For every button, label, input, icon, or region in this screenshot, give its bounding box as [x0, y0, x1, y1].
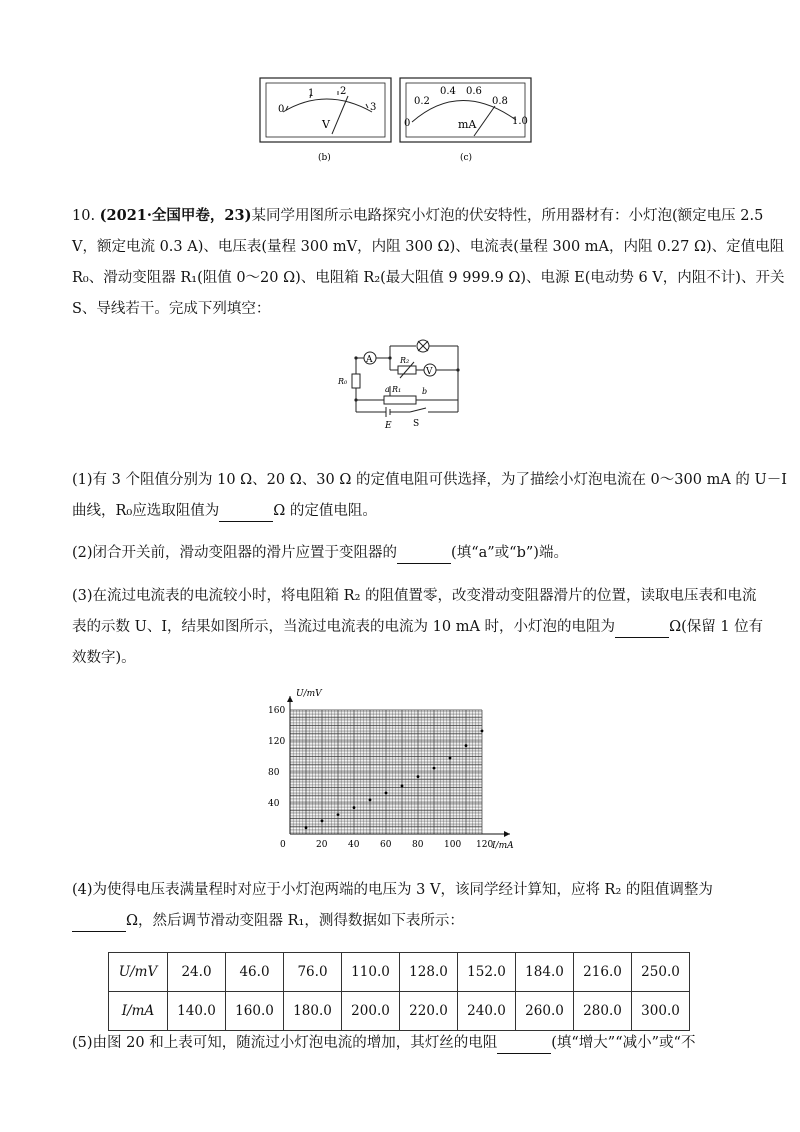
chart-points	[305, 730, 484, 830]
data-point	[353, 806, 356, 809]
table-cell: 46.0	[226, 953, 284, 992]
part4-text: Ω，然后调节滑动变阻器 R₁，测得数据如下表所示：	[126, 913, 464, 929]
x-tick-label: 100	[444, 840, 462, 850]
data-point	[369, 799, 372, 802]
measurement-table	[108, 952, 690, 1031]
question-intro-4: S、导线若干。完成下列填空：	[72, 301, 271, 317]
table-row-u	[109, 953, 690, 992]
question-intro-2: V，额定电流 0.3 A)、电压表(量程 300 mV，内阻 300 Ω)、电流表(量程 300 mA，内阻 0.27 Ω)、定值电阻	[72, 239, 785, 255]
data-point	[305, 826, 308, 829]
data-point	[401, 785, 404, 788]
voltmeter-tick-0: 0	[278, 104, 285, 115]
voltmeter-dial	[260, 78, 391, 163]
x-tick-label: 120	[476, 840, 494, 850]
part3-text-a: 表的示数 U、I，结果如图所示，当流过电流表的电流为 10 mA 时，小灯泡的电阻为	[72, 619, 616, 635]
table-cell: 240.0	[458, 992, 516, 1031]
voltmeter-unit: V	[322, 118, 330, 131]
part3-line-1: (3)在流过电流表的电流较小时，将电阻箱 R₂ 的阻值置零，改变滑动变阻器滑片的位置，读取电压表和电流	[72, 588, 757, 604]
part2-text-b: (填“a”或“b”)端。	[451, 545, 568, 561]
question-number: 10.	[72, 208, 96, 224]
table-cell: 110.0	[342, 953, 400, 992]
meter-figures	[250, 72, 550, 168]
part5-text-b: (填“增大”“减小”或“不	[551, 1035, 696, 1051]
y-tick-label: 80	[268, 768, 280, 778]
answer-blank-5[interactable]	[497, 1039, 551, 1054]
data-point	[433, 767, 436, 770]
table-cell: 184.0	[516, 953, 574, 992]
x-tick-label: 0	[280, 840, 286, 850]
chart-axes	[287, 696, 510, 837]
milliammeter-caption: (c)	[460, 153, 473, 163]
part1-text-b: Ω 的定值电阻。	[273, 503, 377, 519]
table-cell: 300.0	[632, 992, 690, 1031]
part4-line-2	[72, 910, 464, 932]
data-point	[417, 775, 420, 778]
x-tick-label: 20	[316, 840, 328, 850]
milliammeter-tick-5: 1.0	[512, 116, 528, 127]
x-tick-label: 40	[348, 840, 360, 850]
data-point	[449, 757, 452, 760]
table-cell: 128.0	[400, 953, 458, 992]
part1-line-1: (1)有 3 个阻值分别为 10 Ω、20 Ω、30 Ω 的定值电阻可供选择，为了描绘小灯泡电流在 0～300 mA 的 U－I	[72, 472, 787, 488]
voltmeter-caption: (b)	[318, 153, 331, 163]
chart-labels	[268, 689, 514, 851]
x-tick-label: 80	[412, 840, 424, 850]
circuit-a-label: a	[385, 385, 390, 394]
table-header-i: I/mA	[109, 992, 168, 1031]
y-tick-label: 40	[268, 799, 280, 809]
y-tick-label: 160	[268, 706, 286, 716]
milliammeter-tick-1: 0.2	[414, 96, 430, 107]
y-tick-label: 120	[268, 737, 286, 747]
answer-blank-1[interactable]	[219, 507, 273, 522]
table-cell: 250.0	[632, 953, 690, 992]
question-intro-3: R₀、滑动变阻器 R₁(阻值 0～20 Ω)、电阻箱 R₂(最大阻值 9 999.9 Ω)、电源 E(电动势 6 V，内阻不计)、开关	[72, 270, 785, 286]
table-cell: 220.0	[400, 992, 458, 1031]
table-cell: 180.0	[284, 992, 342, 1031]
x-tick-label: 60	[380, 840, 392, 850]
table-cell: 76.0	[284, 953, 342, 992]
data-point	[337, 813, 340, 816]
table-cell: 140.0	[168, 992, 226, 1031]
circuit-diagram	[336, 336, 466, 432]
table-cell: 200.0	[342, 992, 400, 1031]
data-point	[321, 819, 324, 822]
table-cell: 24.0	[168, 953, 226, 992]
question-intro-1: 某同学用图所示电路探究小灯泡的伏安特性，所用器材有：小灯泡(额定电压 2.5	[251, 208, 764, 224]
circuit-r0-label: R₀	[338, 377, 348, 386]
circuit-r2-label: R₂	[400, 356, 410, 365]
part3-line-2	[72, 616, 763, 638]
circuit-b-label: b	[422, 387, 428, 396]
data-point	[481, 730, 484, 733]
voltmeter-tick-2: 2	[340, 86, 347, 97]
part1-text-a: 曲线，R₀应选取阻值为	[72, 503, 220, 519]
part3-line-3: 效数字)。	[72, 650, 136, 666]
circuit-r1-label: R₁	[392, 385, 402, 394]
milliammeter-tick-2: 0.4	[440, 86, 456, 97]
chart-grid	[290, 710, 482, 834]
x-axis-arrow	[504, 831, 510, 837]
part4-line-1: (4)为使得电压表满量程时对应于小灯泡两端的电压为 3 V，该同学经计算知，应将 R₂ 的阻值调整为	[72, 882, 713, 898]
x-axis-label: I/mA	[492, 841, 514, 851]
part1-line-2	[72, 500, 377, 522]
table-cell: 152.0	[458, 953, 516, 992]
data-point	[465, 744, 468, 747]
voltmeter-tick-1: 1	[308, 88, 315, 99]
table-cell: 280.0	[574, 992, 632, 1031]
milliammeter-tick-3: 0.6	[466, 86, 482, 97]
question-line-1	[72, 205, 763, 227]
milliammeter-tick-4: 0.8	[492, 96, 508, 107]
answer-blank-4[interactable]	[72, 917, 126, 932]
table-row-i	[109, 992, 690, 1031]
table-cell: 160.0	[226, 992, 284, 1031]
voltmeter-tick-3: 3	[370, 102, 377, 113]
question-source: (2021·全国甲卷，23)	[99, 207, 252, 224]
answer-blank-2[interactable]	[397, 549, 451, 564]
y-axis-label: U/mV	[296, 689, 322, 699]
circuit-e-label: E	[385, 421, 392, 431]
answer-blank-3[interactable]	[615, 623, 669, 638]
part5-line	[72, 1032, 695, 1054]
table-cell: 216.0	[574, 953, 632, 992]
u-i-chart	[262, 684, 532, 856]
part5-text-a: (5)由图 20 和上表可知，随流过小灯泡电流的增加，其灯丝的电阻	[72, 1035, 498, 1051]
circuit-ammeter-label: A	[366, 355, 373, 365]
part3-text-b: Ω(保留 1 位有	[669, 619, 764, 635]
table-cell: 260.0	[516, 992, 574, 1031]
milliammeter-dial	[400, 78, 531, 163]
circuit-voltmeter-label: V	[426, 367, 433, 377]
part2-line	[72, 542, 568, 564]
circuit-s-label: S	[413, 419, 420, 429]
milliammeter-tick-0: 0	[404, 118, 411, 129]
table-header-u: U/mV	[109, 953, 168, 992]
milliammeter-unit: mA	[458, 118, 477, 131]
data-point	[385, 792, 388, 795]
part2-text-a: (2)闭合开关前，滑动变阻器的滑片应置于变阻器的	[72, 545, 398, 561]
y-axis-arrow	[287, 696, 293, 702]
